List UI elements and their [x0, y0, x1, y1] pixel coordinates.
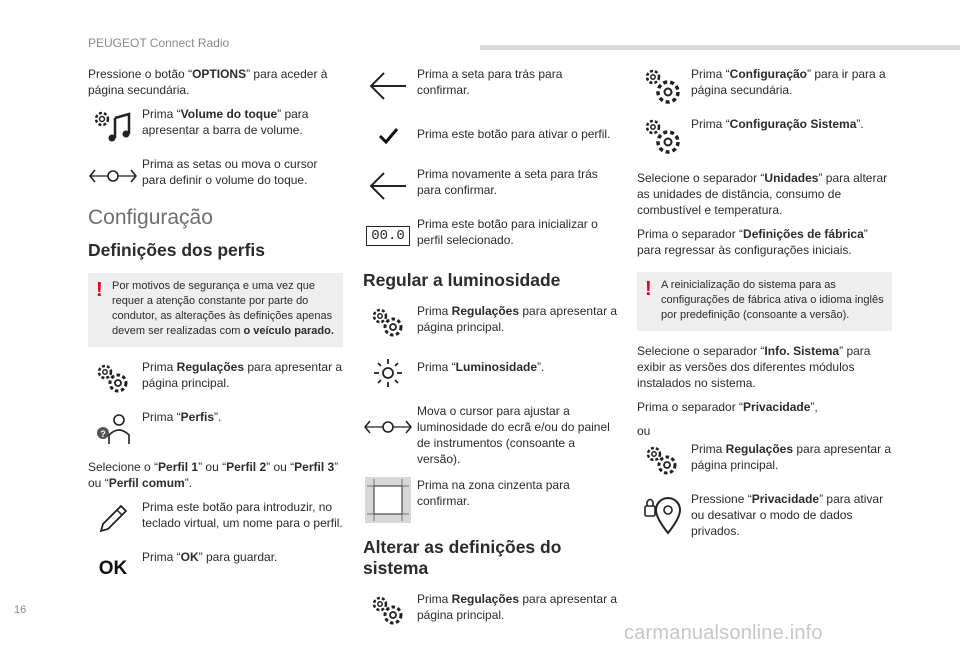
instruction-slider — [363, 403, 618, 467]
instruction-text: Prima na zona cinzenta para confirmar. — [417, 478, 570, 508]
instruction-text — [687, 116, 892, 132]
instruction-grey-zone — [363, 477, 618, 523]
slider-arrows-icon — [363, 403, 413, 451]
grey-zone-icon — [363, 477, 413, 523]
bold-term: o veículo parado. — [243, 325, 334, 337]
instruction-volume — [88, 106, 343, 146]
text: ” para ir para a página secundária. — [691, 67, 886, 97]
reset-counter-icon — [363, 216, 413, 256]
svg-text:?: ? — [100, 429, 106, 439]
text: Prima “ — [142, 550, 181, 564]
text: Prima — [142, 360, 177, 374]
bold-term: Luminosidade — [455, 360, 538, 374]
bold-term: Configuração Sistema — [729, 117, 857, 131]
text: para apresentar a página principal. — [417, 592, 618, 622]
manual-header-title: PEUGEOT Connect Radio — [88, 36, 230, 50]
text: ” para alterar as unidades de distância, consumo de combustível e temperatura. — [637, 171, 888, 217]
instruction-check — [363, 116, 618, 156]
text: Prima “ — [691, 67, 730, 81]
text: para apresentar a página principal. — [142, 360, 343, 390]
text: Pressione o botão “ — [88, 67, 193, 81]
gear-music-icon — [88, 106, 138, 146]
profile-question-icon — [88, 409, 138, 449]
bold-term: Regulações — [176, 360, 245, 374]
text: Prima “ — [691, 117, 730, 131]
page-number: 16 — [14, 604, 27, 616]
settings-gears-icon — [363, 591, 413, 631]
bold-term: Privacidade — [743, 400, 811, 414]
factory-paragraph — [637, 226, 892, 258]
text: ” para guardar. — [198, 550, 278, 564]
instruction-settings — [88, 359, 343, 399]
text: ”, — [810, 400, 818, 414]
text: Prima “ — [417, 360, 456, 374]
checkmark-icon — [363, 116, 413, 156]
bold-term: Perfil 3 — [294, 460, 335, 474]
reset-label: 00.0 — [366, 226, 410, 246]
bold-term: Configuração — [729, 67, 808, 81]
instruction-reset — [363, 216, 618, 256]
pencil-icon — [88, 499, 138, 539]
instruction-text — [138, 106, 343, 138]
or-text: ou — [637, 424, 651, 438]
text: ” ou “ — [266, 460, 295, 474]
instruction-text: Mova o cursor para ajustar a luminosidade do ecrã e/ou do painel de instrumentos (consoante a versão). — [417, 404, 610, 466]
bold-term: Definições de fábrica — [743, 227, 864, 241]
text: Selecione o separador “ — [637, 344, 765, 358]
text: ” para apresentar a barra de volume. — [142, 107, 309, 137]
instruction-ok — [88, 549, 343, 589]
subtitle-system: Alterar as definições do sistema — [363, 537, 562, 578]
instruction-text — [138, 549, 343, 565]
privacy-lock-pin-icon — [637, 491, 687, 537]
section-title: Configuração — [88, 206, 213, 229]
text: ” para ativar ou desativar o modo de dados privados. — [691, 492, 884, 538]
text: ”. — [214, 410, 222, 424]
instruction-configuration — [637, 66, 892, 106]
text: ” para aceder à página secundária. — [88, 67, 328, 97]
text: Selecione o separador “ — [637, 171, 765, 185]
text: para apresentar a página principal. — [691, 442, 892, 472]
intro-paragraph — [88, 66, 343, 98]
text: ” ou “ — [88, 460, 339, 490]
instruction-brightness — [363, 353, 618, 393]
settings-gears-icon — [88, 359, 138, 399]
bold-term: Perfil comum — [108, 476, 185, 490]
warning-text: A reinicialização do sistema para as configurações de fábrica ativa o idioma inglês por predefinição (consoante a versão). — [661, 279, 884, 321]
text: ”. — [537, 360, 545, 374]
instruction-settings — [637, 441, 892, 481]
instruction-text — [138, 409, 343, 425]
bold-term: Info. Sistema — [764, 344, 840, 358]
warning-box — [637, 272, 892, 331]
bold-term: Privacidade — [751, 492, 820, 506]
text: Prima o separador “ — [637, 400, 744, 414]
instruction-arrows — [88, 156, 343, 196]
configuration-gears-icon — [637, 66, 687, 106]
text: ”. — [856, 117, 864, 131]
text: Prima “ — [142, 107, 181, 121]
bold-term: Unidades — [764, 171, 819, 185]
column-left — [88, 66, 343, 599]
watermark: carmanualsonline.info — [624, 622, 823, 644]
bold-term: OPTIONS — [192, 67, 247, 81]
bold-term: Perfis — [180, 410, 215, 424]
instruction-text: Prima este botão para introduzir, no teclado virtual, um nome para o perfil. — [142, 500, 343, 530]
instruction-profiles — [88, 409, 343, 449]
ok-button-icon: OK — [98, 558, 128, 579]
warning-box — [88, 273, 343, 347]
text: para apresentar a página principal. — [417, 304, 618, 334]
column-middle — [363, 66, 618, 641]
settings-gears-icon — [637, 441, 687, 481]
instruction-pencil — [88, 499, 343, 539]
instruction-text — [138, 359, 343, 391]
text: Prima — [417, 592, 452, 606]
instruction-text — [413, 591, 618, 623]
instruction-text: Prima novamente a seta para trás para confirmar. — [417, 167, 598, 197]
instruction-back-1 — [363, 66, 618, 106]
settings-gears-icon — [363, 303, 413, 343]
bold-term: OK — [180, 550, 199, 564]
text: Por motivos de segurança e uma vez que requer a atenção constante por parte do condutor, as alterações às definições apenas devem ser realizadas com — [112, 280, 333, 337]
header-bar — [480, 45, 960, 50]
instruction-system-configuration — [637, 116, 892, 156]
instruction-privacy — [637, 491, 892, 539]
configuration-gears-icon — [637, 116, 687, 156]
instruction-text — [687, 66, 892, 98]
text: ” para exibir as versões dos diferentes módulos instalados no sistema. — [637, 344, 871, 390]
bold-term: Perfil 1 — [158, 460, 199, 474]
text: Pressione “ — [691, 492, 752, 506]
text: ” ou “ — [198, 460, 227, 474]
text: ”. — [184, 476, 193, 490]
back-arrow-icon — [363, 66, 413, 106]
text: ” para regressar às configurações iniciais. — [637, 227, 868, 257]
bold-term: Volume do toque — [180, 107, 278, 121]
instruction-text: Prima a seta para trás para confirmar. — [417, 67, 563, 97]
bold-term: Perfil 2 — [226, 460, 267, 474]
bold-term: Regulações — [451, 304, 520, 318]
warning-exclamation-icon: ! — [645, 278, 652, 300]
bold-term: Regulações — [725, 442, 794, 456]
subtitle-profiles: Definições dos perfis — [88, 240, 265, 260]
instruction-back-2 — [363, 166, 618, 206]
instruction-text: Prima as setas ou mova o cursor para definir o volume do toque. — [142, 157, 318, 187]
select-profile-paragraph — [88, 459, 343, 491]
slider-arrows-icon — [88, 156, 138, 196]
bold-term: Regulações — [451, 592, 520, 606]
info-paragraph — [637, 343, 892, 391]
instruction-text — [413, 353, 618, 375]
units-paragraph — [637, 170, 892, 218]
privacy-tab-paragraph — [637, 399, 892, 415]
instruction-text: Prima este botão para inicializar o perfil selecionado. — [417, 217, 598, 247]
text: Prima — [417, 304, 452, 318]
instruction-text — [687, 491, 892, 539]
warning-text — [112, 279, 337, 339]
instruction-text: Prima este botão para ativar o perfil. — [417, 127, 611, 141]
text: Prima o separador “ — [637, 227, 744, 241]
text: Prima — [691, 442, 726, 456]
text: Selecione o “ — [88, 460, 159, 474]
brightness-sun-icon — [363, 353, 413, 393]
instruction-text — [413, 303, 618, 335]
subtitle-brightness: Regular a luminosidade — [363, 270, 561, 290]
instruction-settings-2 — [363, 591, 618, 631]
warning-exclamation-icon: ! — [96, 279, 103, 301]
instruction-settings — [363, 303, 618, 343]
text: Prima “ — [142, 410, 181, 424]
column-right — [637, 66, 892, 549]
instruction-text — [687, 441, 892, 473]
back-arrow-icon — [363, 166, 413, 206]
